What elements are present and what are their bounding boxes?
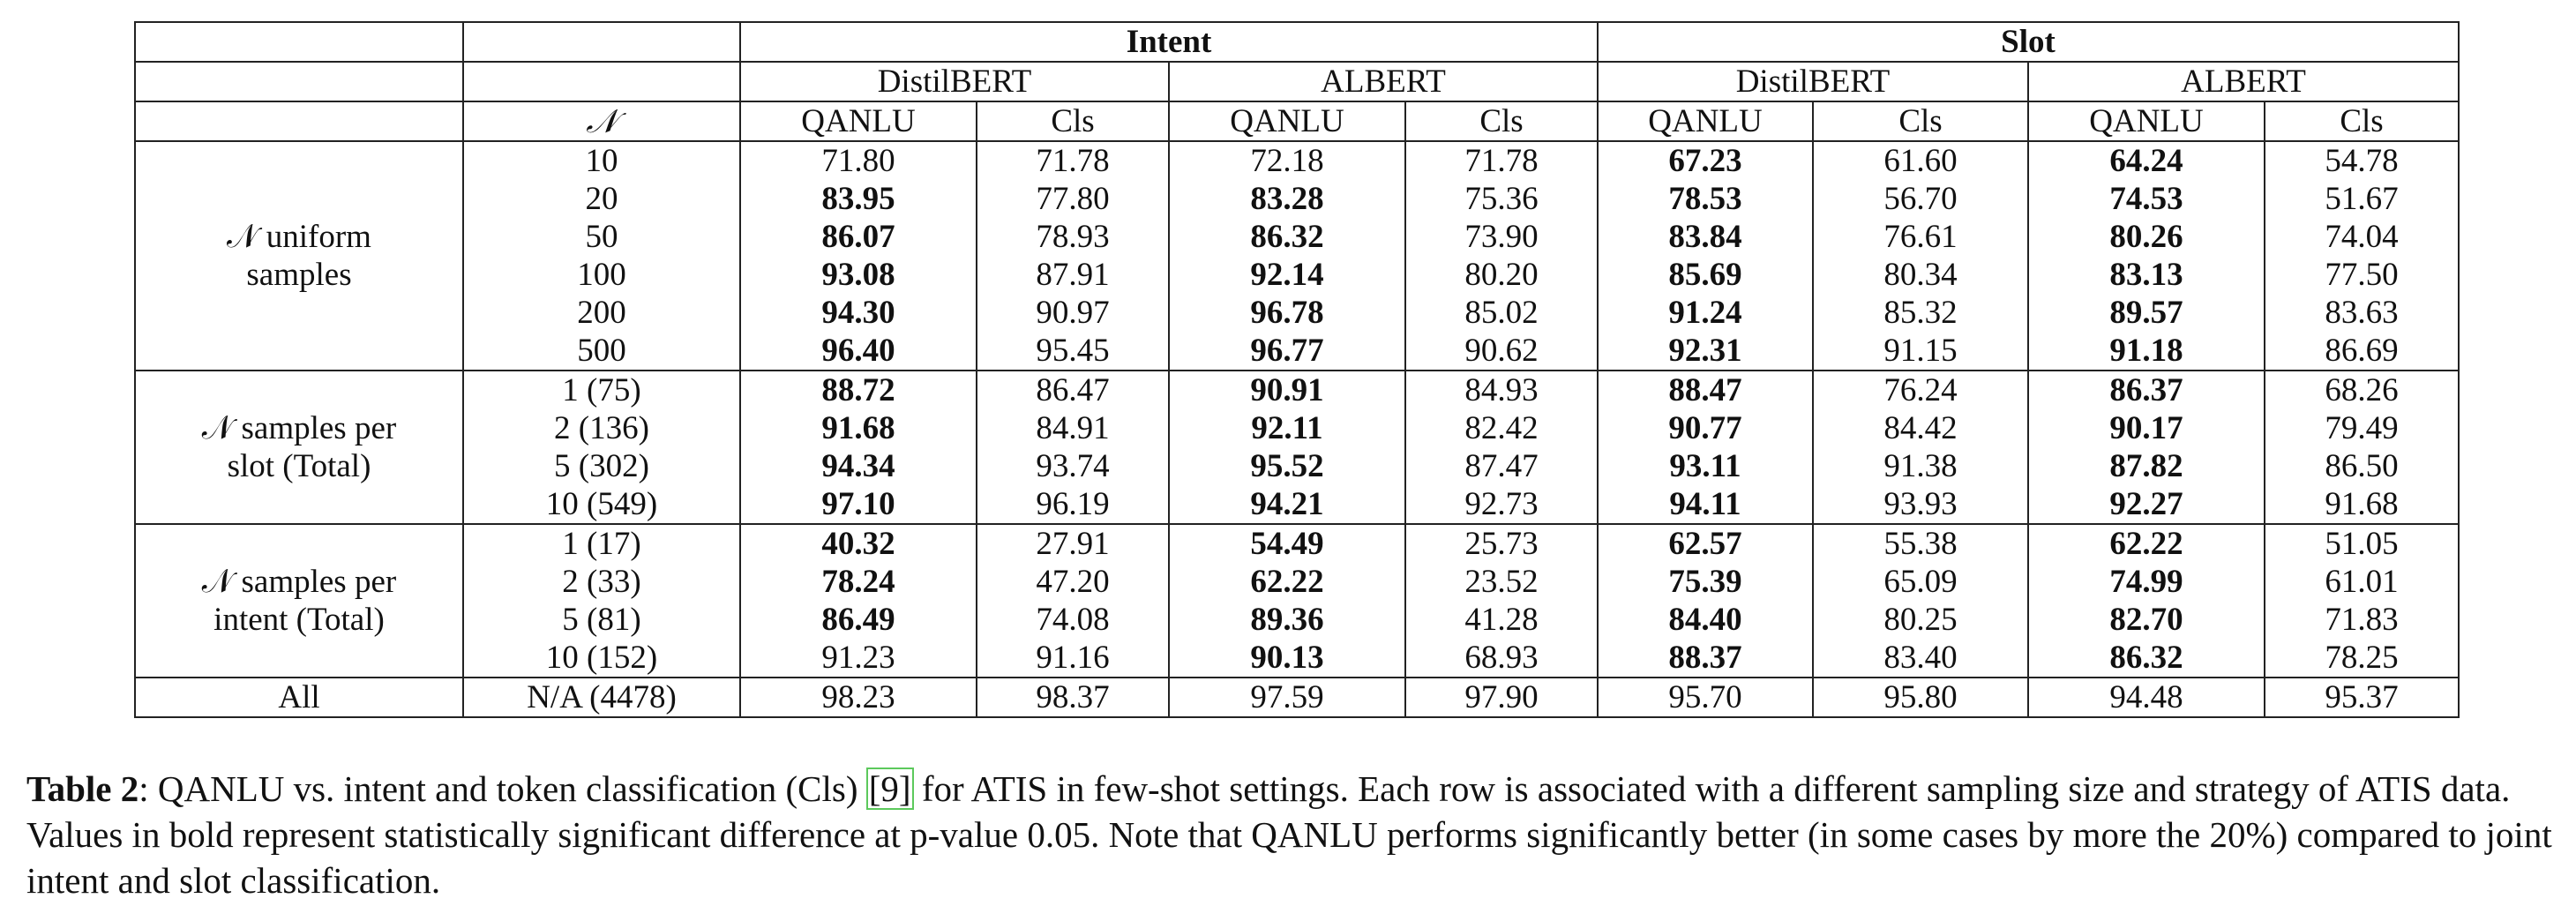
score-cell: 92.31 xyxy=(1598,332,1813,371)
header-empty-cell xyxy=(135,101,463,141)
score-cell: 83.13 xyxy=(2028,256,2265,294)
score-cell: 76.24 xyxy=(1813,371,2028,409)
section-label-line1: 𝒩 samples per xyxy=(201,410,397,446)
row-n-value: 50 xyxy=(463,218,740,256)
score-cell: 62.57 xyxy=(1598,524,1813,563)
table-row-all xyxy=(135,678,2459,717)
score-cell: 71.78 xyxy=(1405,141,1598,180)
section-label-line1: 𝒩 samples per xyxy=(201,564,397,600)
header-method: QANLU xyxy=(1598,101,1813,141)
header-method: QANLU xyxy=(2028,101,2265,141)
row-n-value: 10 (549) xyxy=(463,485,740,524)
table-row xyxy=(135,332,2459,371)
score-cell: 77.50 xyxy=(2265,256,2459,294)
score-cell: 89.57 xyxy=(2028,294,2265,332)
row-n-value: 2 (136) xyxy=(463,409,740,447)
score-cell: 86.47 xyxy=(977,371,1169,409)
section-label xyxy=(135,371,463,524)
results-table xyxy=(134,21,2460,718)
row-n-value: 1 (17) xyxy=(463,524,740,563)
row-n-value: 500 xyxy=(463,332,740,371)
score-cell: 95.37 xyxy=(2265,678,2459,717)
header-model: ALBERT xyxy=(1169,62,1598,101)
table-row xyxy=(135,409,2459,447)
table-row xyxy=(135,563,2459,601)
score-cell: 71.83 xyxy=(2265,601,2459,639)
score-cell: 64.24 xyxy=(2028,141,2265,180)
results-table-container xyxy=(134,21,2458,718)
citation-link[interactable]: [9] xyxy=(868,768,911,809)
score-cell: 65.09 xyxy=(1813,563,2028,601)
score-cell: 25.73 xyxy=(1405,524,1598,563)
table-row xyxy=(135,294,2459,332)
score-cell: 47.20 xyxy=(977,563,1169,601)
score-cell: 80.20 xyxy=(1405,256,1598,294)
table-row xyxy=(135,256,2459,294)
score-cell: 74.08 xyxy=(977,601,1169,639)
table-row xyxy=(135,524,2459,563)
score-cell: 84.42 xyxy=(1813,409,2028,447)
score-cell: 78.93 xyxy=(977,218,1169,256)
score-cell: 72.18 xyxy=(1169,141,1405,180)
score-cell: 80.26 xyxy=(2028,218,2265,256)
score-cell: 83.28 xyxy=(1169,180,1405,218)
section-label-line2: samples xyxy=(246,257,352,293)
score-cell: 80.25 xyxy=(1813,601,2028,639)
score-cell: 27.91 xyxy=(977,524,1169,563)
score-cell: 83.63 xyxy=(2265,294,2459,332)
table-caption xyxy=(26,766,2558,903)
table-row xyxy=(135,218,2459,256)
table-row xyxy=(135,141,2459,180)
score-cell: 51.05 xyxy=(2265,524,2459,563)
score-cell: 97.90 xyxy=(1405,678,1598,717)
score-cell: 83.40 xyxy=(1813,639,2028,678)
score-cell: 68.26 xyxy=(2265,371,2459,409)
header-model: DistilBERT xyxy=(1598,62,2028,101)
header-method: Cls xyxy=(1405,101,1598,141)
score-cell: 86.49 xyxy=(740,601,977,639)
score-cell: 84.40 xyxy=(1598,601,1813,639)
table-row xyxy=(135,447,2459,485)
section-label-line2: intent (Total) xyxy=(213,602,385,638)
score-cell: 93.74 xyxy=(977,447,1169,485)
header-row-methods xyxy=(135,101,2459,141)
header-empty-cell xyxy=(135,62,463,101)
caption-label: Table 2 xyxy=(26,768,139,809)
score-cell: 95.70 xyxy=(1598,678,1813,717)
score-cell: 95.80 xyxy=(1813,678,2028,717)
score-cell: 91.68 xyxy=(2265,485,2459,524)
score-cell: 83.84 xyxy=(1598,218,1813,256)
score-cell: 93.11 xyxy=(1598,447,1813,485)
score-cell: 61.60 xyxy=(1813,141,2028,180)
score-cell: 54.78 xyxy=(2265,141,2459,180)
score-cell: 84.93 xyxy=(1405,371,1598,409)
table-header xyxy=(135,22,2459,141)
row-n-value: 2 (33) xyxy=(463,563,740,601)
score-cell: 54.49 xyxy=(1169,524,1405,563)
header-method: Cls xyxy=(1813,101,2028,141)
score-cell: 91.23 xyxy=(740,639,977,678)
row-n-value: 200 xyxy=(463,294,740,332)
score-cell: 87.91 xyxy=(977,256,1169,294)
header-model: DistilBERT xyxy=(740,62,1169,101)
row-n-value: 100 xyxy=(463,256,740,294)
score-cell: 61.01 xyxy=(2265,563,2459,601)
score-cell: 91.24 xyxy=(1598,294,1813,332)
score-cell: 92.14 xyxy=(1169,256,1405,294)
score-cell: 92.27 xyxy=(2028,485,2265,524)
score-cell: 86.50 xyxy=(2265,447,2459,485)
header-method: Cls xyxy=(2265,101,2459,141)
score-cell: 96.77 xyxy=(1169,332,1405,371)
score-cell: 40.32 xyxy=(740,524,977,563)
score-cell: 94.34 xyxy=(740,447,977,485)
score-cell: 87.47 xyxy=(1405,447,1598,485)
score-cell: 86.07 xyxy=(740,218,977,256)
header-method: QANLU xyxy=(1169,101,1405,141)
score-cell: 77.80 xyxy=(977,180,1169,218)
row-n-value: 5 (81) xyxy=(463,601,740,639)
score-cell: 88.47 xyxy=(1598,371,1813,409)
score-cell: 96.78 xyxy=(1169,294,1405,332)
score-cell: 96.40 xyxy=(740,332,977,371)
section-label-line1: 𝒩 uniform xyxy=(227,219,371,255)
score-cell: 92.73 xyxy=(1405,485,1598,524)
score-cell: 93.93 xyxy=(1813,485,2028,524)
score-cell: 62.22 xyxy=(2028,524,2265,563)
row-n-value: 10 (152) xyxy=(463,639,740,678)
score-cell: 90.62 xyxy=(1405,332,1598,371)
score-cell: 94.11 xyxy=(1598,485,1813,524)
score-cell: 74.53 xyxy=(2028,180,2265,218)
score-cell: 89.36 xyxy=(1169,601,1405,639)
row-n-value: N/A (4478) xyxy=(463,678,740,717)
score-cell: 71.80 xyxy=(740,141,977,180)
row-n-value: 20 xyxy=(463,180,740,218)
score-cell: 78.25 xyxy=(2265,639,2459,678)
section-label xyxy=(135,141,463,371)
score-cell: 90.77 xyxy=(1598,409,1813,447)
score-cell: 97.10 xyxy=(740,485,977,524)
header-method: Cls xyxy=(977,101,1169,141)
score-cell: 91.16 xyxy=(977,639,1169,678)
header-model: ALBERT xyxy=(2028,62,2459,101)
header-empty-cell xyxy=(463,22,740,62)
header-row-models xyxy=(135,62,2459,101)
score-cell: 80.34 xyxy=(1813,256,2028,294)
score-cell: 91.38 xyxy=(1813,447,2028,485)
score-cell: 91.68 xyxy=(740,409,977,447)
score-cell: 94.21 xyxy=(1169,485,1405,524)
table-row xyxy=(135,485,2459,524)
score-cell: 94.30 xyxy=(740,294,977,332)
section-label-line2: slot (Total) xyxy=(227,448,371,484)
table-row xyxy=(135,639,2459,678)
score-cell: 83.95 xyxy=(740,180,977,218)
score-cell: 55.38 xyxy=(1813,524,2028,563)
score-cell: 88.37 xyxy=(1598,639,1813,678)
score-cell: 92.11 xyxy=(1169,409,1405,447)
caption-text-before-cite: : QANLU vs. intent and token classification (Cls) xyxy=(139,768,867,809)
score-cell: 51.67 xyxy=(2265,180,2459,218)
score-cell: 85.02 xyxy=(1405,294,1598,332)
score-cell: 74.99 xyxy=(2028,563,2265,601)
score-cell: 86.32 xyxy=(1169,218,1405,256)
score-cell: 78.24 xyxy=(740,563,977,601)
score-cell: 85.32 xyxy=(1813,294,2028,332)
score-cell: 98.37 xyxy=(977,678,1169,717)
section-label xyxy=(135,524,463,678)
score-cell: 94.48 xyxy=(2028,678,2265,717)
table-row xyxy=(135,601,2459,639)
header-group-slot: Slot xyxy=(1598,22,2459,62)
score-cell: 74.04 xyxy=(2265,218,2459,256)
score-cell: 86.32 xyxy=(2028,639,2265,678)
score-cell: 95.52 xyxy=(1169,447,1405,485)
score-cell: 85.69 xyxy=(1598,256,1813,294)
score-cell: 73.90 xyxy=(1405,218,1598,256)
score-cell: 90.91 xyxy=(1169,371,1405,409)
score-cell: 75.36 xyxy=(1405,180,1598,218)
header-n-symbol: 𝒩 xyxy=(463,101,740,141)
table-row xyxy=(135,180,2459,218)
score-cell: 97.59 xyxy=(1169,678,1405,717)
score-cell: 93.08 xyxy=(740,256,977,294)
header-group-intent: Intent xyxy=(740,22,1598,62)
score-cell: 82.42 xyxy=(1405,409,1598,447)
header-row-groups xyxy=(135,22,2459,62)
score-cell: 87.82 xyxy=(2028,447,2265,485)
score-cell: 90.97 xyxy=(977,294,1169,332)
score-cell: 71.78 xyxy=(977,141,1169,180)
score-cell: 78.53 xyxy=(1598,180,1813,218)
header-empty-cell xyxy=(135,22,463,62)
score-cell: 98.23 xyxy=(740,678,977,717)
score-cell: 96.19 xyxy=(977,485,1169,524)
all-row-label: All xyxy=(135,678,463,717)
table-row xyxy=(135,371,2459,409)
score-cell: 91.15 xyxy=(1813,332,2028,371)
table-body xyxy=(135,141,2459,717)
caption-text-after-cite: for ATIS in few-shot settings. Each row is associated with a different sampling size and strategy of ATIS data. Values in bold represent statistically significant difference at p-value 0.05. Note that QANLU performs significantly better (in some cases by more the 20%) compared to joint intent and slot classification. xyxy=(26,768,2552,901)
score-cell: 86.69 xyxy=(2265,332,2459,371)
score-cell: 88.72 xyxy=(740,371,977,409)
score-cell: 90.17 xyxy=(2028,409,2265,447)
score-cell: 91.18 xyxy=(2028,332,2265,371)
row-n-value: 5 (302) xyxy=(463,447,740,485)
header-method: QANLU xyxy=(740,101,977,141)
score-cell: 86.37 xyxy=(2028,371,2265,409)
score-cell: 95.45 xyxy=(977,332,1169,371)
header-empty-cell xyxy=(463,62,740,101)
score-cell: 79.49 xyxy=(2265,409,2459,447)
row-n-value: 1 (75) xyxy=(463,371,740,409)
score-cell: 67.23 xyxy=(1598,141,1813,180)
row-n-value: 10 xyxy=(463,141,740,180)
score-cell: 56.70 xyxy=(1813,180,2028,218)
score-cell: 90.13 xyxy=(1169,639,1405,678)
score-cell: 75.39 xyxy=(1598,563,1813,601)
score-cell: 23.52 xyxy=(1405,563,1598,601)
score-cell: 82.70 xyxy=(2028,601,2265,639)
score-cell: 84.91 xyxy=(977,409,1169,447)
score-cell: 62.22 xyxy=(1169,563,1405,601)
score-cell: 41.28 xyxy=(1405,601,1598,639)
score-cell: 76.61 xyxy=(1813,218,2028,256)
score-cell: 68.93 xyxy=(1405,639,1598,678)
